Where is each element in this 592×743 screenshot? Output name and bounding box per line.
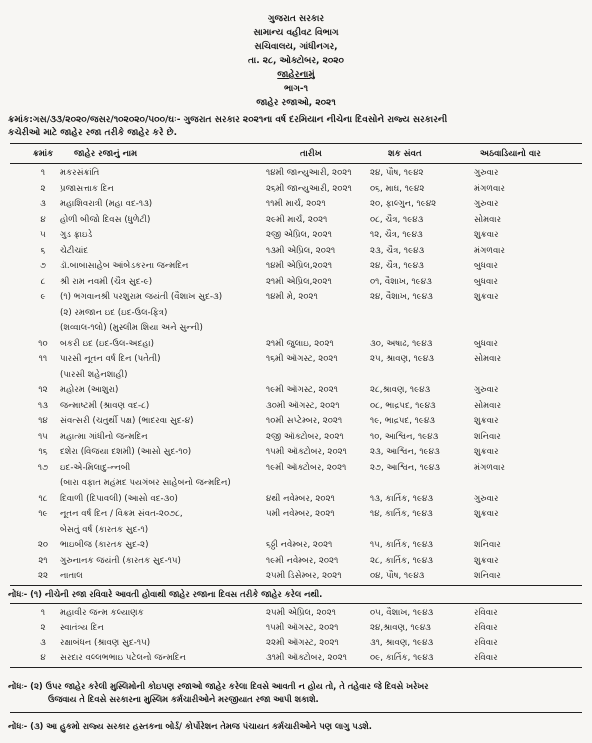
holiday-name-cell: (શવ્વાલ-૧લો) (મુસ્લીમ શિયા અને સુન્ની) (60, 323, 203, 333)
weekday-cell: સોમવાર (474, 214, 502, 225)
holiday-name-cell: મહાશિવરાત્રી (મહા વદ-૧૩) (60, 199, 153, 209)
table-header-rule (10, 163, 582, 164)
table-row (0, 651, 592, 665)
holiday-name-cell: મહાવીર જન્મ કલ્યાણક (60, 608, 144, 618)
table-row (0, 636, 592, 650)
serial-cell: ૬ (40, 245, 46, 256)
holiday-name-cell: સ્વાતંત્ર્ય દિન (60, 623, 104, 633)
shak-samvat-cell: ૦૮, ચૈત્ર, ૧૯૪૩ (370, 214, 424, 225)
table-row (0, 228, 592, 242)
date-cell: ૨જી ઑક્ટોબર, ૨૦૨૧ (266, 431, 344, 442)
holiday-name-cell: મહાત્મા ગાંધીનો જન્મદિન (60, 431, 148, 442)
weekday-cell: બુધવાર (474, 261, 498, 271)
serial-cell: ૧૬ (38, 447, 48, 457)
note-2-line-2: ઉજવાય તે દિવસે સરકારના મુસ્લિમ કર્મચારીઓને મરજીયાત રજા આપી શકાશે. (48, 694, 319, 704)
office-address: સચિવાલય, ગાંધીનગર, (254, 42, 338, 52)
shak-samvat-cell: ૩૧, શ્રાવણ, ૧૯૪૩ (370, 638, 434, 648)
serial-cell: ૯ (40, 292, 46, 302)
shak-samvat-cell: ૦૯, કાર્તિક, ૧૯૪૩ (370, 653, 434, 663)
weekday-cell: મંગળવાર (474, 183, 505, 194)
serial-cell: ૨૧ (38, 555, 48, 566)
holiday-name-cell: રક્ષાબંધન (શ્રાવણ સુદ-૧૫) (60, 638, 151, 648)
weekday-cell: ગુરુવાર (474, 199, 499, 209)
shak-samvat-cell: ૧૫, કાર્તિક, ૧૯૪૩ (370, 540, 434, 550)
table-row (0, 606, 592, 620)
date-cell: ૧૦મી સપ્ટેમ્બર, ૨૦૨૧ (266, 416, 343, 426)
weekday-cell: શુક્રવાર (474, 416, 499, 426)
weekday-cell: શુક્રવાર (474, 555, 499, 566)
date-cell: ૨જી એપ્રિલ, ૨૦૨૧ (266, 230, 332, 240)
shak-samvat-cell: ૦૫, વૈશાખ, ૧૯૪૩ (370, 608, 434, 618)
serial-cell: ૫ (40, 230, 46, 240)
shak-samvat-cell: ૨૪,શ્રાવણ, ૧૯૪૩ (370, 623, 431, 633)
date-cell: ૨૫મી એપ્રિલ, ૨૦૨૧ (266, 608, 336, 618)
date-cell: ૨૨મી ઑગસ્ટ, ૨૦૨૧ (266, 638, 339, 648)
holiday-name-cell: સરદાર વલ્લભભાઇ પટેલનો જન્મદિન (60, 653, 186, 663)
date-cell: ૧૬મી ઑગસ્ટ, ૨૦૨૧ (266, 354, 338, 364)
table-row (0, 337, 592, 351)
weekday-cell: રવિવાર (474, 623, 498, 633)
column-header-serial: ક્રમાંક (32, 149, 54, 159)
weekday-cell: મંગળવાર (474, 462, 505, 473)
table-row (0, 321, 592, 335)
weekday-cell: મંગળવાર (474, 245, 505, 256)
weekday-cell: ગુરુવાર (474, 493, 499, 504)
holiday-name-cell: દિવાળી (દિપાવલી) (આસો વદ-૩૦) (60, 493, 178, 504)
date-cell: ૧૪મી જાન્યુઆરી, ૨૦૨૧ (266, 168, 352, 178)
serial-cell: ૪ (40, 653, 46, 663)
notification-date: તા. ૨૮, ઓક્ટોબર, ૨૦૨૦ (248, 56, 344, 66)
shak-samvat-cell: ૨૭, આશ્વિન, ૧૯૪૩ (370, 462, 440, 473)
holiday-name-cell: ભાઇબીજ (કારતક સુદ-૨) (60, 540, 149, 550)
serial-cell: ૨૦ (37, 540, 49, 550)
holiday-name-cell: ગુરુનાનક જયંતી (કારતક સુદ-૧૫) (60, 555, 181, 566)
serial-cell: ૩ (40, 638, 46, 648)
date-cell: ૨૫મી ડિસેમ્બર, ૨૦૨૧ (266, 571, 342, 581)
note2-top-rule (10, 667, 582, 668)
date-cell: ૩૦મી ઑગસ્ટ, ૨૦૨૧ (266, 400, 340, 411)
table-row (0, 476, 592, 490)
shak-samvat-cell: ૨૮,શ્રાવણ, ૧૯૪૩ (370, 385, 431, 395)
column-header-holiday-name: જાહેર રજાનું નામ (74, 149, 138, 159)
weekday-cell: રવિવાર (474, 653, 498, 663)
weekday-cell: બુધવાર (474, 276, 498, 287)
weekday-cell: રવિવાર (474, 608, 498, 618)
shak-samvat-cell: ૨૦, ફાલ્ગુન, ૧૯૪૨ (370, 199, 437, 209)
weekday-cell: શનિવાર (474, 571, 501, 581)
table-row (0, 621, 592, 635)
holiday-name-cell: શ્રી રામ નવમી (ચૈત્ર સુદ-૯) (60, 276, 153, 287)
table-row (0, 306, 592, 320)
shak-samvat-cell: ૨૪, વૈશાખ, ૧૯૪૩ (370, 292, 433, 302)
note-1-text: નોંધઃ- (૧) નીચેની રજા રવિવારે આવતી હોવાથી જાહેર રજાના દિવસ તરીકે જાહેર કરેલ નથી. (8, 589, 323, 599)
table-row (0, 244, 592, 258)
table-row (0, 523, 592, 537)
weekday-cell: શુક્રવાર (474, 292, 499, 302)
table-row (0, 399, 592, 413)
table-row (0, 461, 592, 475)
serial-cell: ૧૧ (38, 354, 48, 364)
note-1 (8, 588, 586, 601)
shak-samvat-cell: ૨૩, ચૈત્ર, ૧૯૪૩ (370, 245, 425, 256)
weekday-cell: શુક્રવાર (474, 230, 499, 240)
intro-line-2: કચેરીઓ માટે જાહેર રજા તરીકે જાહેર કરે છે. (8, 128, 178, 138)
note-3-text: નોંધઃ- (૩) આ હુકમો રાજ્ય સરકાર હસ્તકના બોર્ડ/ કોર્પોરેશન તેમજ પંચાયત કર્મચારીઓને પણ લાગુ પડશે. (8, 721, 372, 731)
table-row (0, 507, 592, 521)
weekday-cell: શુક્રવાર (474, 509, 499, 519)
serial-cell: ૩ (40, 199, 46, 209)
column-header-date: તારીખ (300, 149, 322, 159)
date-cell: ૧૧મી માર્ચ, ૨૦૨૧ (266, 199, 326, 209)
serial-cell: ૮ (40, 276, 46, 287)
holiday-name-cell: મકરસંક્રાંતિ (60, 168, 100, 178)
weekday-cell: સોમવાર (474, 354, 502, 364)
serial-cell: ૧૮ (38, 493, 48, 504)
weekday-cell: શનિવાર (474, 431, 501, 442)
holiday-name-cell: (બારા વફાત મહંમદ પયગંબર સાહેબનો જન્મદિન) (60, 478, 231, 488)
date-cell: ૧૩મી એપ્રિલ, ૨૦૨૧ (266, 245, 336, 256)
holiday-name-cell: દશેરા (વિજયા દશમી) (આસો સુદ-૧૦) (60, 447, 192, 457)
serial-cell: ૧૯ (38, 509, 48, 519)
date-cell: ૨૯મી માર્ચ, ૨૦૨૧ (266, 214, 328, 225)
holiday-name-cell: (૨) રમજાન ઇદ (ઇદ-ઉલ-ફિત્ર) (60, 307, 168, 318)
shak-samvat-cell: ૨૫, શ્રાવણ, ૧૯૪૩ (370, 354, 434, 364)
intro-line-1: ક્રમાંક:ગસ/૩૩/૨૦૨૦/જસર/૧૦૨૦૨૦/૫૦૦/ઘઃ- ગુજરાત સરકાર ૨૦૨૧ના વર્ષ દરમિયાન નીચેના દિવસોને રાજ્ય સરકારની (8, 115, 448, 125)
shak-samvat-cell: ૨૮, કાર્તિક, ૧૯૪૩ (370, 555, 433, 566)
table-row (0, 275, 592, 289)
holiday-name-cell: મહોરમ (આશુરા) (60, 385, 119, 395)
part-label: ભાગ-૧ (283, 84, 309, 94)
date-cell: ૧૯મી ઑગસ્ટ, ૨૦૨૧ (266, 385, 338, 395)
column-header-weekday: અઠવાડિયાનો વાર (480, 149, 541, 159)
serial-cell: ૧૩ (38, 400, 48, 411)
table-row (0, 414, 592, 428)
column-header-shak-samvat: શક સંવત (388, 149, 422, 159)
holiday-name-cell: ડૉ.બાબાસાહેબ આંબેડકરના જન્મદિન (60, 261, 189, 271)
weekday-cell: શુક્રવાર (474, 447, 499, 457)
serial-cell: ૧૨ (38, 385, 48, 395)
date-cell: ૨૬મી જાન્યુઆરી, ૨૦૨૧ (266, 183, 352, 194)
shak-samvat-cell: ૧૪, કાર્તિક, ૧૯૪૩ (370, 509, 433, 519)
serial-cell: ૧૦ (38, 338, 48, 349)
shak-samvat-cell: ૧૨, ચૈત્ર, ૧૯૪૩ (370, 230, 423, 240)
shak-samvat-cell: ૧૩, કાર્તિક, ૧૯૪૩ (370, 493, 434, 504)
table-row (0, 182, 592, 196)
date-cell: ૧૪મી મે, ૨૦૨૧ (266, 292, 318, 302)
date-cell: ૧૫મી ઑક્ટોબર, ૨૦૨૧ (266, 447, 347, 457)
serial-cell: ૧૪ (38, 416, 48, 426)
weekday-cell: ગુરુવાર (474, 385, 499, 395)
serial-cell: ૪ (40, 214, 46, 225)
holiday-name-cell: જન્માષ્ટમી (શ્રાવણ વદ-૮) (60, 400, 150, 411)
note-3 (8, 720, 586, 733)
weekday-cell: શનિવાર (474, 540, 501, 550)
holiday-name-cell: પારસી નૂતન વર્ષ દિન (પતેતી) (60, 354, 161, 364)
intro-paragraph (8, 114, 580, 140)
date-cell: ૧૪મી એપ્રિલ,૨૦૨૧ (266, 261, 333, 271)
note1-top-rule (10, 585, 582, 586)
table-row (0, 383, 592, 397)
serial-cell: ૨ (40, 623, 46, 633)
date-cell: ૫મી નવેમ્બર, ૨૦૨૧ (266, 509, 335, 519)
document-title: જાહેર રજાઓ, ૨૦૨૧ (256, 98, 336, 108)
holiday-name-cell: (પારસી શહેનશાહી) (60, 369, 128, 380)
table-row (0, 259, 592, 273)
holiday-name-cell: પ્રજાસત્તાક દિન (60, 183, 114, 194)
table-row (0, 430, 592, 444)
serial-cell: ૧૫ (38, 431, 48, 442)
shak-samvat-cell: ૦૧, વૈશાખ, ૧૯૪૩ (370, 276, 432, 287)
shak-samvat-cell: ૧૯, ભાદ્રપદ, ૧૯૪૩ (370, 416, 436, 426)
holiday-name-cell: ઇદ-એ-મિલાદુ-ન્નબી (60, 462, 131, 473)
notification-heading: જાહેરનામું (277, 70, 315, 80)
weekday-cell: સોમવાર (474, 400, 502, 411)
table-row (0, 197, 592, 211)
shak-samvat-cell: ૨૪, ચૈત્ર, ૧૯૪૩ (370, 261, 424, 271)
shak-samvat-cell: ૨૪, પૌષ, ૧૯૪૨ (370, 168, 424, 178)
serial-cell: ૭ (40, 261, 46, 271)
note-2 (8, 680, 586, 706)
table-row (0, 352, 592, 366)
serial-cell: ૧ (40, 168, 46, 178)
holiday-name-cell: બેસતું વર્ષ (કારતક સુદ-૧) (60, 524, 149, 535)
holiday-name-cell: બકરી ઇદ (ઇદ-ઉલ-અદહા) (60, 338, 154, 349)
date-cell: ૩૧મી ઑક્ટોબર, ૨૦૨૧ (266, 653, 347, 663)
shak-samvat-cell: ૧૦, આશ્વિન, ૧૯૪૩ (370, 431, 439, 442)
date-cell: ૪થી નવેમ્બર, ૨૦૨૧ (266, 493, 335, 504)
table-row (0, 538, 592, 552)
shak-samvat-cell: ૦૪, પૌષ, ૧૯૪૩ (370, 571, 425, 581)
holiday-name-cell: ગુડ ફ્રાઇડે (60, 230, 93, 240)
note-2-line-1: નોંધઃ- (૨) ઉપર જાહેર કરેલી મુસ્લિમોની કોઇપણ રજાઓ જાહેર કરેલા દિવસે આવતી ન હોય તો, તે તહેવાર જે દિવસે ખરેખર (8, 681, 429, 691)
table-row (0, 569, 592, 583)
table-row (0, 492, 592, 506)
shak-samvat-cell: ૩૦, અષાઢ, ૧૯૪૩ (370, 338, 433, 349)
table-row (0, 554, 592, 568)
shak-samvat-cell: ૦૮, ભાદ્રપદ, ૧૯૪૩ (370, 400, 436, 411)
government-name: ગુજરાત સરકાર (267, 14, 325, 24)
shak-samvat-cell: ૨૩, આશ્વિન, ૧૯૪૩ (370, 447, 440, 457)
serial-cell: ૨૨ (37, 571, 49, 581)
weekday-cell: બુધવાર (474, 338, 498, 349)
table-row (0, 290, 592, 304)
table-header-row (0, 147, 592, 161)
holiday-name-cell: સંવત્સરી (ચતુર્થી પક્ષ) (ભાદરવા સુદ-૪) (60, 416, 194, 426)
date-cell: ૧૫મી ઑગસ્ટ, ૨૦૨૧ (266, 623, 339, 633)
date-cell: ૨૧મી જુલાઇ, ૨૦૨૧ (266, 338, 334, 349)
table-row (0, 213, 592, 227)
table-row (0, 445, 592, 459)
holiday-name-cell: (૧) ભગવાનશ્રી પરશુરામ જયંતી (વૈશાખ સુદ-૩) (60, 292, 223, 302)
table-top-rule (10, 143, 582, 144)
shak-samvat-cell: ૦૬, માઘ, ૧૯૪૨ (370, 183, 425, 194)
holiday-name-cell: ચેટીચાંદ (60, 245, 89, 256)
weekday-cell: રવિવાર (474, 638, 498, 648)
table-row (0, 166, 592, 180)
department-name: સામાન્ય વહીવટ વિભાગ (253, 28, 339, 38)
serial-cell: ૨ (40, 183, 46, 194)
serial-cell: ૧૭ (37, 462, 49, 473)
table-row (0, 368, 592, 382)
holiday-name-cell: હોળી બીજો દિવસ (ધુળેટી) (60, 214, 151, 225)
date-cell: ૨૧મી એપ્રિલ,૨૦૨૧ (266, 276, 332, 287)
holiday-name-cell: નૂતન વર્ષ દિન / વિક્રમ સંવત-૨૦૭૮, (60, 509, 183, 519)
note1-bottom-rule (10, 603, 582, 604)
date-cell: ૧૯મી ઑક્ટોબર, ૨૦૨૧ (266, 462, 347, 473)
note3-top-rule (10, 712, 582, 713)
holiday-name-cell: નાતાલ (60, 571, 83, 581)
date-cell: ૧૯મી નવેમ્બર, ૨૦૨૧ (266, 555, 339, 566)
date-cell: ૬ઠ્ઠી નવેમ્બર, ૨૦૨૧ (266, 540, 333, 550)
serial-cell: ૧ (40, 608, 46, 618)
weekday-cell: ગુરુવાર (474, 168, 499, 178)
